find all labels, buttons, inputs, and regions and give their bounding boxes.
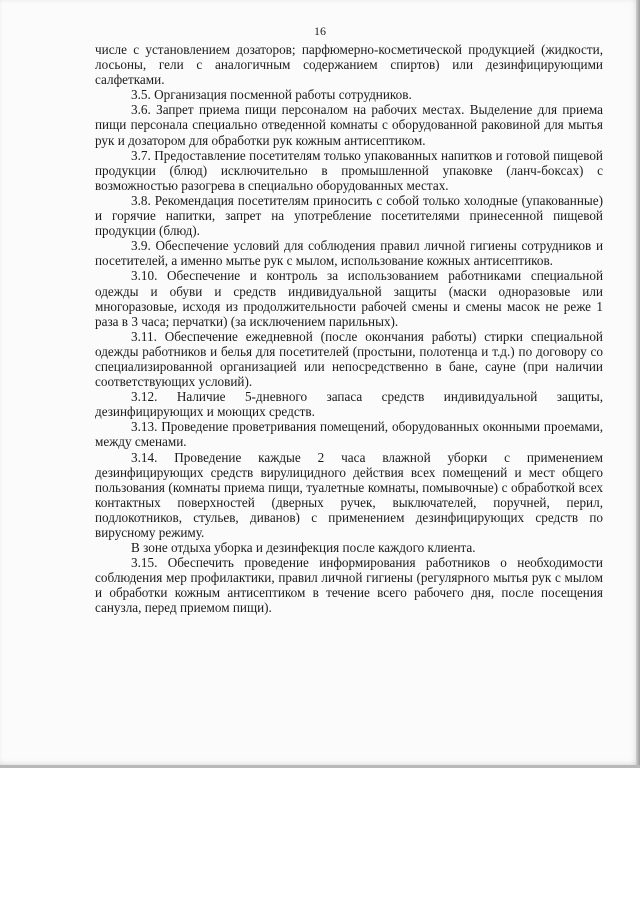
paragraph-3-8: 3.8. Рекомендация посетителям приносить с собой только холодные (упакованные) и горячие напитки, запрет на употребление посетителями принесенной пищевой продукции (блюд).	[95, 192, 603, 239]
paragraph-continuation: числе с установлением дозаторов; парфюмерно-косметической продукцией (жидкости, лосьоны, гели с аналогичным содержанием спиртов) или дезинфицирующими салфетками.	[95, 42, 603, 88]
paragraph-rest-zone: В зоне отдыха уборка и дезинфекция после каждого клиента.	[131, 540, 476, 556]
page-edge-shadow-right	[636, 0, 640, 768]
paragraph-3-13: 3.13. Проведение проветривания помещений, оборудованных оконными проемами, между сменами.	[95, 419, 603, 450]
paragraph-3-5: 3.5. Организация посменной работы сотрудников.	[131, 87, 412, 103]
paragraph-3-10: 3.10. Обеспечение и контроль за использованием работниками специальной одежды и обуви и средств индивидуальной защиты (маски одноразовые или многоразовые, исходя из продолжительности рабочей смены и смены масок не реже 1 раза в 3 часа; перчатки) (за исключением парильных).	[95, 268, 603, 329]
paragraph-3-6: 3.6. Запрет приема пищи персоналом на рабочих местах. Выделение для приема пищи персонала специально отведенной комнаты с оборудованной раковиной для мытья рук и дозатором для обработки рук кожным антисептиком.	[95, 102, 603, 148]
page-edge-shadow-bottom	[0, 765, 640, 768]
page-number: 16	[314, 24, 326, 38]
paragraph-3-7: 3.7. Предоставление посетителям только упакованных напитков и готовой пищевой продукции (блюд) исключительно в промышленной упаковке (ланч-боксах) с возможностью разогрева в специально оборудованных местах.	[95, 147, 603, 193]
paragraph-3-9: 3.9. Обеспечение условий для соблюдения правил личной гигиены сотрудников и посетителей, а именно мытье рук с мылом, использование кожных антисептиков.	[95, 238, 603, 269]
paragraph-3-11: 3.11. Обеспечение ежедневной (после окончания работы) стирки специальной одежды работников и белья для посетителей (простыни, полотенца и т.д.) по договору со специализированной организацией или непосредственно в бане, сауне (при наличии соответствующих условий).	[95, 328, 603, 390]
paragraph-3-15: 3.15. Обеспечить проведение информирования работников о необходимости соблюдения мер профилактики, правил личной гигиены (регулярного мытья рук с мылом и обработки кожным антисептиком в течение всего рабочего дня, после посещения санузла, перед приемом пищи).	[95, 555, 603, 616]
paragraph-3-14: 3.14. Проведение каждые 2 часа влажной уборки с применением дезинфицирующих средств вирулицидного действия всех помещений и мест общего пользования (комнаты приема пищи, туалетные комнаты, помывочные) с обработкой всех контактных поверхностей (дверных ручек, выключателей, поручней, перил, подлокотников, стульев, диванов) с применением дезинфицирующих средств по вирусному режиму.	[95, 449, 603, 540]
document-body	[95, 42, 603, 616]
paragraph-3-12: 3.12. Наличие 5-дневного запаса средств индивидуальной защиты, дезинфицирующих и моющих средств.	[95, 389, 603, 420]
